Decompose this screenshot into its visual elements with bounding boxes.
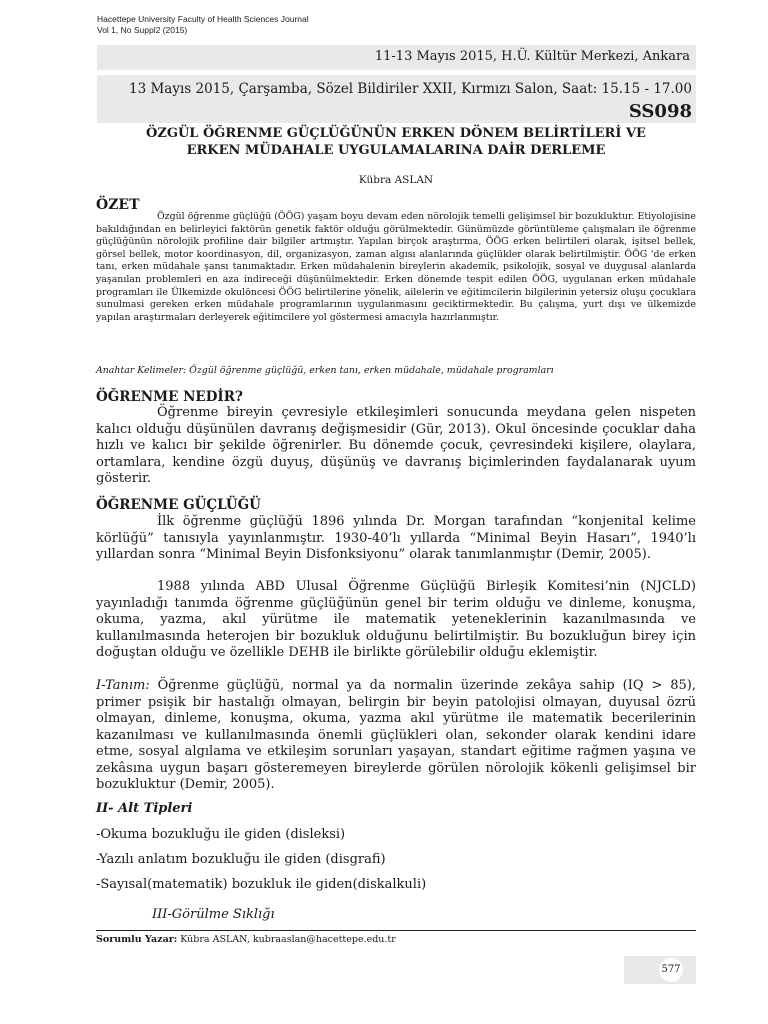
subtype-item: -Yazılı anlatım bozukluğu ile giden (disgrafi) [96, 852, 386, 867]
journal-name: Hacettepe University Faculty of Health Sciences Journal [97, 14, 309, 24]
abstract-text: Özgül öğrenme güçlüğü (ÖÖG) yaşam boyu devam eden nörolojik temelli gelişimsel bir bozukluktur. Etiyolojisine bakıldığından en belirleyici faktörün genetik faktör olduğu görülmektedir. Günümüzde görüntüleme çalışmaları ile öğrenme güçlüğünün nörolojik profiline dair bilgiler artmıştır. Yapılan birçok araştırma, ÖÖG erken belirtileri olarak, işitsel bellek, görsel bellek, motor koordinasyon, dil, organizasyon, zaman algısı alanlarında güçlükler olarak belirtilmiştir. ÖÖG 'de erken tanı, erken müdahale şansı tanımaktadır. Erken müdahalenin bireylerin akademik, psikolojik, sosyal ve duygusal alanlarda yaşanılan problemleri en aza indireceği düşünülmektedir. Erken dönemde tespit edilen ÖÖG, uygulanan erken müdahale programları ile Ülkemizde okulöncesi ÖÖG belirtilerine yönelik, ailelerin ve eğitimcilerin bilgilerinin yetersiz oluşu çocuklara sunulmasi gereken erken müdahale programlarının uygulanmasını geciktirmektedir. Bu çalışma, yurt dışı ve ülkemizde yapılan araştırmaları derleyerek eğitimcilere yol göstermesi amacıyla hazırlanmıştır. [96, 211, 696, 323]
session-info: 13 Mayıs 2015, Çarşamba, Sözel Bildiriler XXII, Kırmızı Salon, Saat: 15.15 - 17.00 [129, 81, 692, 97]
section-heading-ogrenme-guclugu: ÖĞRENME GÜÇLÜĞÜ [96, 497, 261, 513]
event-band [97, 45, 696, 70]
definition-label: I-Tanım: [96, 678, 150, 693]
title-line-1: ÖZGÜL ÖĞRENME GÜÇLÜĞÜNÜN ERKEN DÖNEM BELİRTİLERİ VE [146, 126, 646, 141]
subtypes-heading: II- Alt Tipleri [96, 801, 193, 816]
footer-divider [96, 930, 696, 931]
incidence-heading: III-Görülme Sıklığı [152, 907, 275, 922]
page-number: 577 [659, 958, 683, 982]
author-name: Kübra ASLAN [358, 174, 434, 186]
journal-header [97, 14, 309, 36]
paper-title [100, 125, 692, 159]
subtype-item: -Okuma bozukluğu ile giden (disleksi) [96, 827, 346, 842]
corresponding-author [96, 934, 396, 945]
session-band [97, 75, 696, 123]
corresponding-author-label: Sorumlu Yazar: [96, 934, 178, 945]
subtype-item: -Sayısal(matematik) bozukluk ile giden(diskalkuli) [96, 877, 427, 892]
abstract-heading: ÖZET [96, 197, 140, 213]
history-paragraph: İlk öğrenme güçlüğü 1896 yılında Dr. Morgan tarafından “konjenital kelime körlüğü” tanısıyla yayınlanmıştır. 1930-40’lı yıllarda “Minimal Beyin Hasarı”, 1940’lı yıllardan sonra “Minimal Beyin Disfonksiyonu” olarak tanımlanmıştır (Demir, 2005). [96, 514, 696, 562]
paper-code: SS098 [628, 101, 692, 122]
definition-text: Öğrenme güçlüğü, normal ya da normalin üzerinde zekâya sahip (IQ > 85), primer psişik bir hastalığı olmayan, belirgin bir beyin patolojisi olmayan, duyusal özrü olmayan, dinleme, konuşma, okuma, yazma akıl yürütme ile matematik becerilerinin kazanılması ve kullanılmasında önemli güçlükleri olan, sekonder olarak kendini idare etme, sosyal algılama ve etkileşim sorunları yaşayan, standart eğitime rağmen yaşına ve zekâsına uygun başarı gösteremeyen bireylerde görülen nörolojik kökenli gelişimsel bir bozukluktur (Demir, 2005). [96, 678, 696, 792]
definition-paragraph [96, 678, 696, 794]
section-heading-ogrenme-nedir: ÖĞRENME NEDİR? [96, 389, 243, 405]
section-text-ogrenme-nedir: Öğrenme bireyin çevresiyle etkileşimleri sonucunda meydana gelen nispeten kalıcı olduğu düşünülen davranış değişmesidir (Gür, 2013). Okul öncesinde çocuklar daha hızlı ve kalıcı bir şekilde öğrenirler. Bu dönemde çocuk, çevresindeki kişilere, olaylara, ortamlara, kendine özgü duyuş, düşünüş ve davranış biçimlerinden faydalanarak uyum gösterir. [96, 405, 696, 486]
journal-volume: Vol 1, No Suppl2 (2015) [97, 25, 188, 35]
event-info: 11-13 Mayıs 2015, H.Ü. Kültür Merkezi, Ankara [374, 49, 690, 64]
title-line-2: ERKEN MÜDAHALE UYGULAMALARINA DAİR DERLEME [186, 143, 606, 158]
corresponding-author-contact: Kübra ASLAN, kubraaslan@hacettepe.edu.tr [177, 934, 396, 945]
keywords: Anahtar Kelimeler: Özgül öğrenme güçlüğü, erken tanı, erken müdahale, müdahale programları [96, 365, 554, 376]
njcld-paragraph: 1988 yılında ABD Ulusal Öğrenme Güçlüğü Birleşik Komitesi’nin (NJCLD) yayınladığı tanımda öğrenme güçlüğünün genel bir terim olduğu ve dinleme, konuşma, okuma, yazma, akıl yürütme ile matematik yeteneklerinin kazanılmasında ve kullanılmasında heterojen bir bozukluk olduğunu belirtilmiştir. Bu bozukluğun birey için doğuştan olduğu ve özellikle DEHB ile birlikte görülebilir olduğu eklemiştir. [96, 579, 696, 660]
